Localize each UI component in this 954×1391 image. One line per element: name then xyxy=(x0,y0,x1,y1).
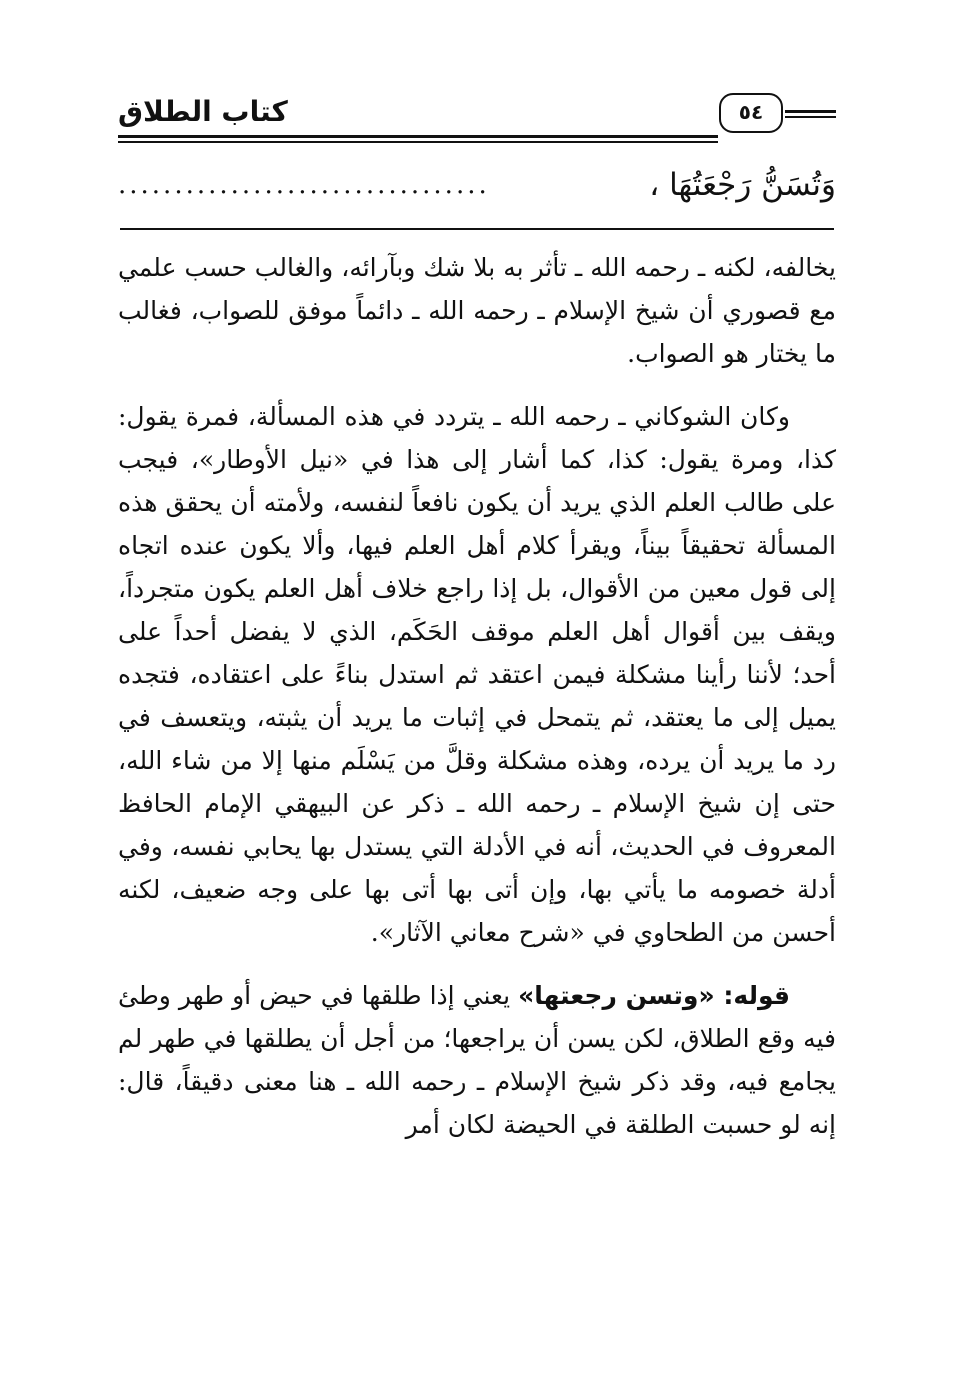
matn-line xyxy=(118,160,836,210)
header-rule-right-thick xyxy=(785,110,836,113)
header-rule-thick xyxy=(118,135,718,138)
commentary-body xyxy=(118,246,836,1166)
matn-dots: ................................. xyxy=(118,170,490,200)
page-number: ٥٤ xyxy=(719,93,783,133)
header-rule-right-thin xyxy=(785,116,836,118)
page-header xyxy=(118,92,836,138)
paragraph-3-text: يعني إذا طلقها في حيض أو طهر وطئ فيه وقع الطلاق، لكن يسن أن يراجعها؛ من أجل أن يطلقها في طهر لم يجامع فيه، وقد ذكر شيخ الإسلام ـ رحمه الله ـ هنا معنى دقيقاً، قال: إنه لو حسبت الطلقة في الحيضة لكان أمر xyxy=(118,981,836,1139)
paragraph-2: وكان الشوكاني ـ رحمه الله ـ يتردد في هذه المسألة، فمرة يقول: كذا، ومرة يقول: كذا، كما أشار إلى هذا في «نيل الأوطار»، فيجب على طالب العلم الذي يريد أن يكون نافعاً لنفسه، ولأمته أن يحقق هذه المسألة تحقيقاً بيناً، ويقرأ كلام أهل العلم فيها، وألا يكون عنده اتجاه إلى قول معين من الأقوال، بل إذا راجع خلاف أهل العلم يكون متجرداً، ويقف بين أقوال أهل العلم موقف الحَكَم، الذي لا يفضل أحداً على أحد؛ لأننا رأينا مشكلة فيمن اعتقد ثم استدل بناءً على اعتقاده، فتجده يميل إلى ما يعتقد، ثم يتمحل في إثبات ما يريد أن يثبته، ويتعسف في رد ما يريد أن يرده، وهذه مشكلة وقلَّ من يَسْلَم منها إلا من شاء الله، حتى إن شيخ الإسلام ـ رحمه الله ـ ذكر عن البيهقي الإمام الحافظ المعروف في الحديث، أنه في الأدلة التي يستدل بها يحابي نفسه، وفي أدلة خصومه ما يأتي بها، وإن أتى بها أتى بها على وجه ضعيف، لكنه أحسن من الطحاوي في «شرح معاني الآثار». xyxy=(118,402,836,947)
matn-separator xyxy=(120,228,834,230)
paragraph-3-lead: قوله: «وتسن رجعتها» xyxy=(518,981,790,1010)
paragraph-3 xyxy=(118,974,836,1146)
matn-text: وَتُسَنُّ رَجْعَتُهَا ، xyxy=(649,167,836,203)
paragraph-1: يخالفه، لكنه ـ رحمه الله ـ تأثر به بلا شك وبآرائه، والغالب حسب علمي مع قصوري أن شيخ الإسلام ـ رحمه الله ـ دائماً موفق للصواب، فغالب ما يختار هو الصواب. xyxy=(118,253,836,368)
book-title: كتاب الطلاق xyxy=(118,95,288,128)
header-rule-thin xyxy=(118,141,718,143)
